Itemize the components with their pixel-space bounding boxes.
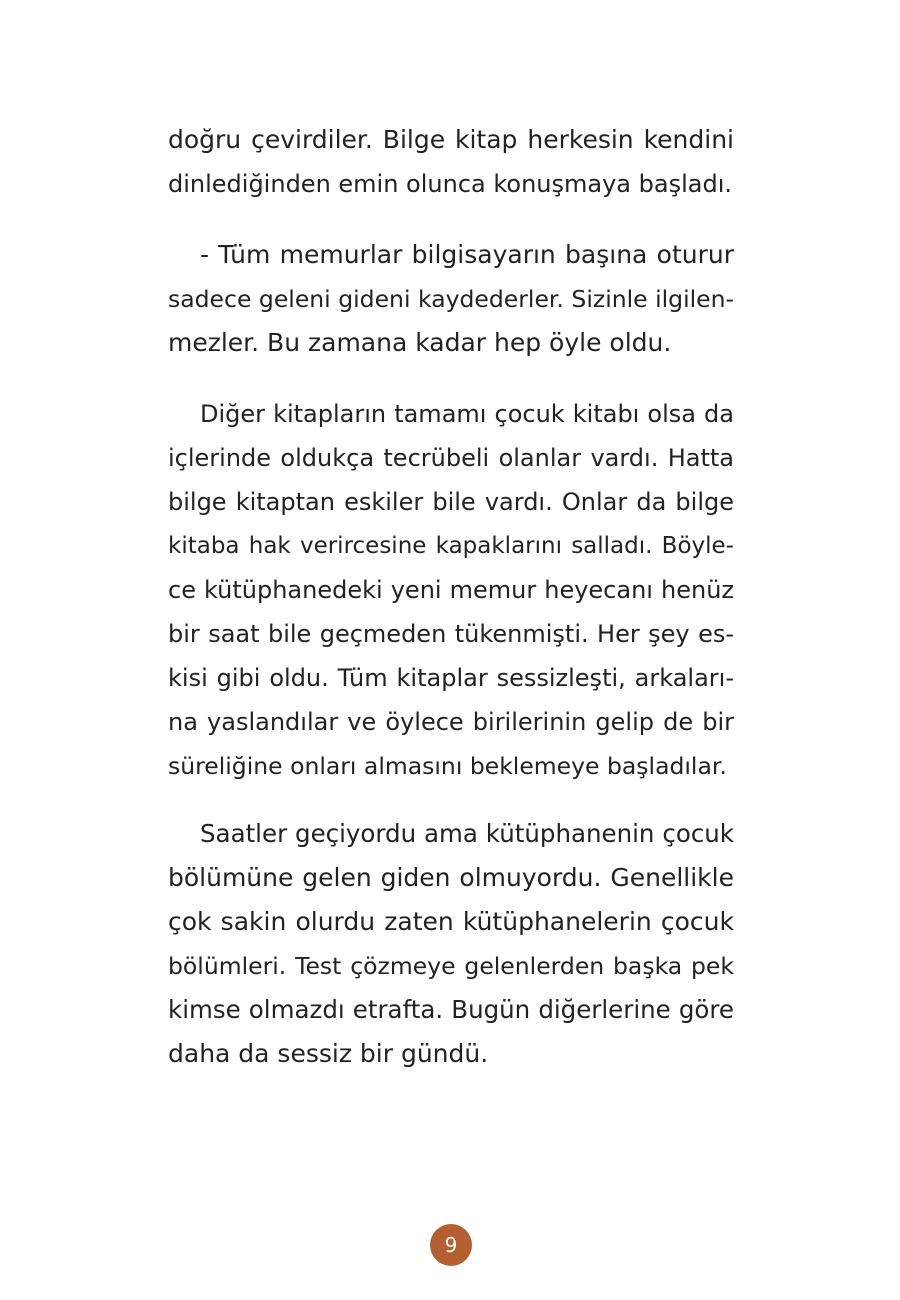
page-number-badge: 9 xyxy=(430,1224,472,1266)
paragraph-2-line-2: sadece geleni gideni kaydederler. Sizinle ilgilen- xyxy=(168,285,734,313)
paragraph-3-line-2: içlerinde oldukça tecrübeli olanlar vardı. Hatta xyxy=(168,444,734,472)
paragraph-4-line-4: bölümleri. Test çözmeye gelenlerden başka pek xyxy=(168,952,734,980)
paragraph-1-line-2: dinlediğinden emin olunca konuşmaya başladı. xyxy=(168,170,732,198)
paragraph-2-line-1: - Tüm memurlar bilgisayarın başına oturur xyxy=(200,240,734,269)
paragraph-3-line-4: kitaba hak verircesine kapaklarını salladı. Böyle- xyxy=(168,533,734,559)
paragraph-3-line-6: bir saat bile geçmeden tükenmişti. Her şey es- xyxy=(168,620,734,648)
paragraph-2-line-3: mezler. Bu zamana kadar hep öyle oldu. xyxy=(168,328,672,357)
paragraph-1-line-1: doğru çevirdiler. Bilge kitap herkesin kendini xyxy=(168,125,734,154)
paragraph-4-line-1: Saatler geçiyordu ama kütüphanenin çocuk xyxy=(200,819,734,848)
paragraph-4-line-2: bölümüne gelen giden olmuyordu. Genellikle xyxy=(168,863,734,892)
paragraph-4-line-6: daha da sessiz bir gündü. xyxy=(168,1039,489,1068)
paragraph-3-line-5: ce kütüphanedeki yeni memur heyecanı henüz xyxy=(168,576,734,604)
paragraph-3-line-8: na yaslandılar ve öylece birilerinin gelip de bir xyxy=(168,708,734,736)
paragraph-4-line-5: kimse olmazdı etrafta. Bugün diğerlerine göre xyxy=(168,995,734,1024)
paragraph-4-line-3: çok sakin olurdu zaten kütüphanelerin çocuk xyxy=(168,907,734,936)
paragraph-3-line-9: süreliğine onları almasını beklemeye başladılar. xyxy=(168,752,727,780)
paragraph-3-line-3: bilge kitaptan eskiler bile vardı. Onlar da bilge xyxy=(168,488,734,516)
paragraph-3-line-1: Diğer kitapların tamamı çocuk kitabı olsa da xyxy=(200,400,734,428)
paragraph-3-line-7: kisi gibi oldu. Tüm kitaplar sessizleşti, arkaları- xyxy=(168,664,734,692)
